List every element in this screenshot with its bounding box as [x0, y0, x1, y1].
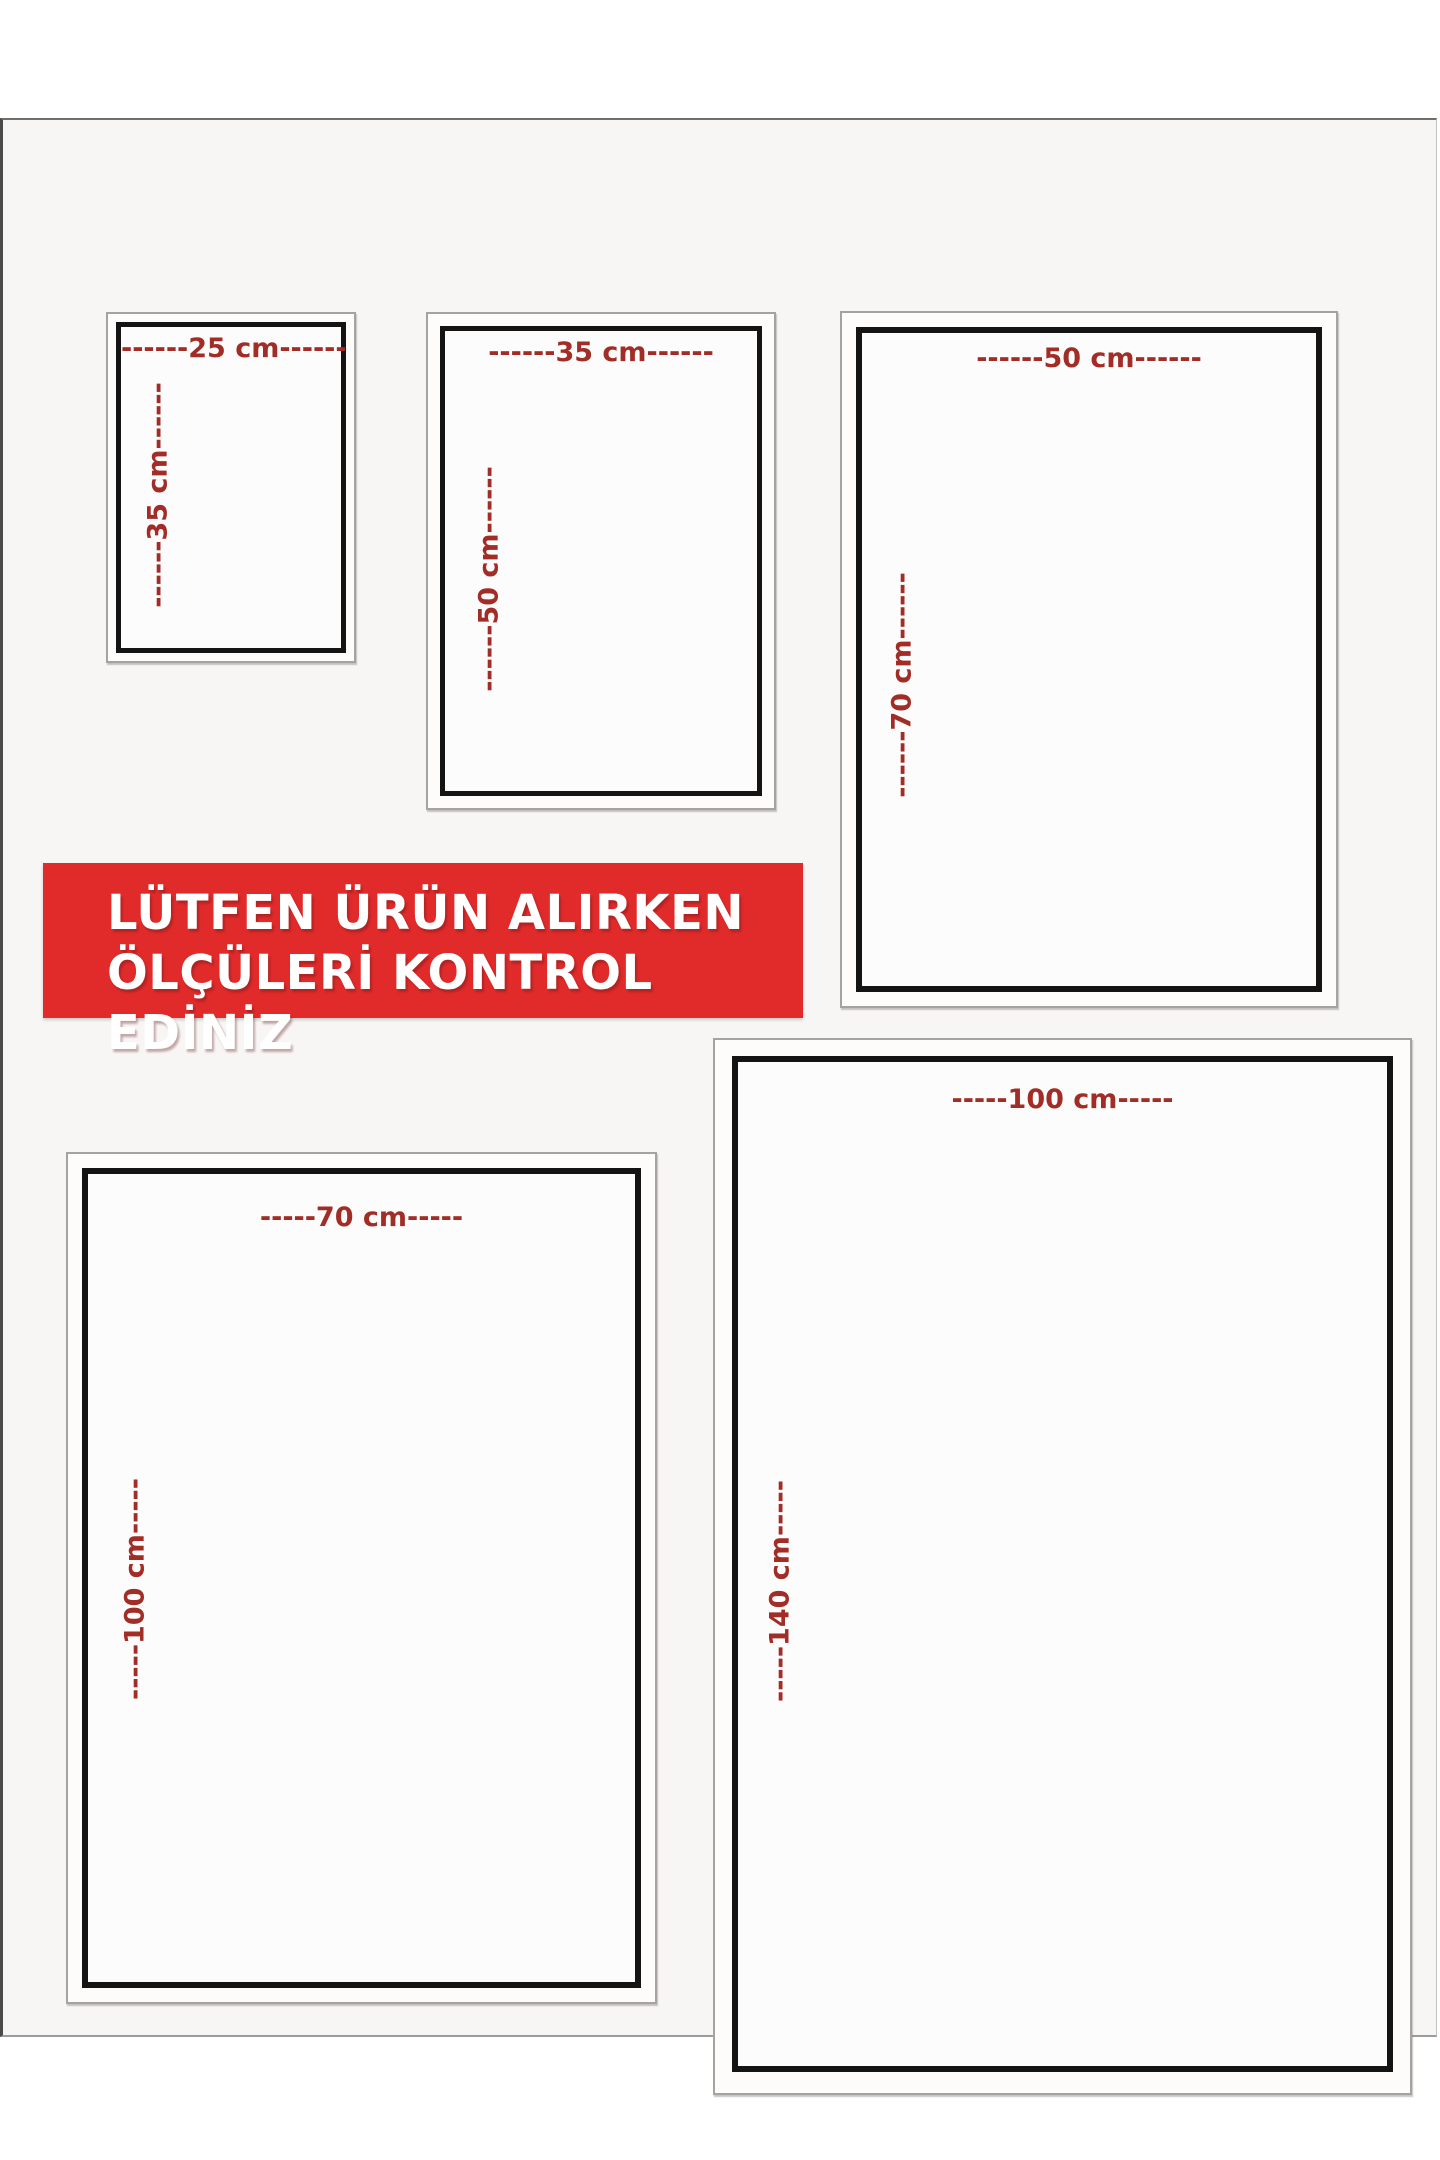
- size-frame-25x35: [116, 322, 346, 653]
- size-box-70x100: [66, 1152, 657, 2004]
- height-dimension-label: -----140 cm-----: [764, 1480, 796, 1702]
- width-dimension-label: ------35 cm------: [488, 337, 714, 368]
- size-box-50x70: [840, 311, 1338, 1008]
- size-frame-50x70: [856, 327, 1322, 992]
- width-dimension-label: -----70 cm-----: [259, 1202, 464, 1233]
- width-dimension-label: -----100 cm-----: [951, 1084, 1174, 1115]
- warning-banner-line2: ÖLÇÜLERİ KONTROL EDİNİZ: [107, 945, 653, 1061]
- size-frame-100x140: [732, 1056, 1393, 2072]
- width-dimension-label: ------50 cm------: [976, 343, 1202, 374]
- warning-banner: [43, 863, 803, 1061]
- height-dimension-label: ------50 cm------: [473, 466, 505, 692]
- size-guide-page: [0, 118, 1437, 2037]
- height-dimension-label: ------35 cm------: [142, 382, 174, 608]
- height-dimension-label: ------70 cm------: [886, 572, 918, 798]
- height-dimension-label: -----100 cm-----: [119, 1478, 151, 1700]
- size-box-100x140: [713, 1038, 1412, 2095]
- size-frame-35x50: [440, 326, 762, 796]
- size-box-25x35: [106, 312, 356, 663]
- width-dimension-label: ------25 cm------: [121, 333, 347, 364]
- size-box-35x50: [426, 312, 776, 810]
- size-frame-70x100: [82, 1168, 641, 1988]
- warning-banner-line1: LÜTFEN ÜRÜN ALIRKEN: [107, 885, 745, 941]
